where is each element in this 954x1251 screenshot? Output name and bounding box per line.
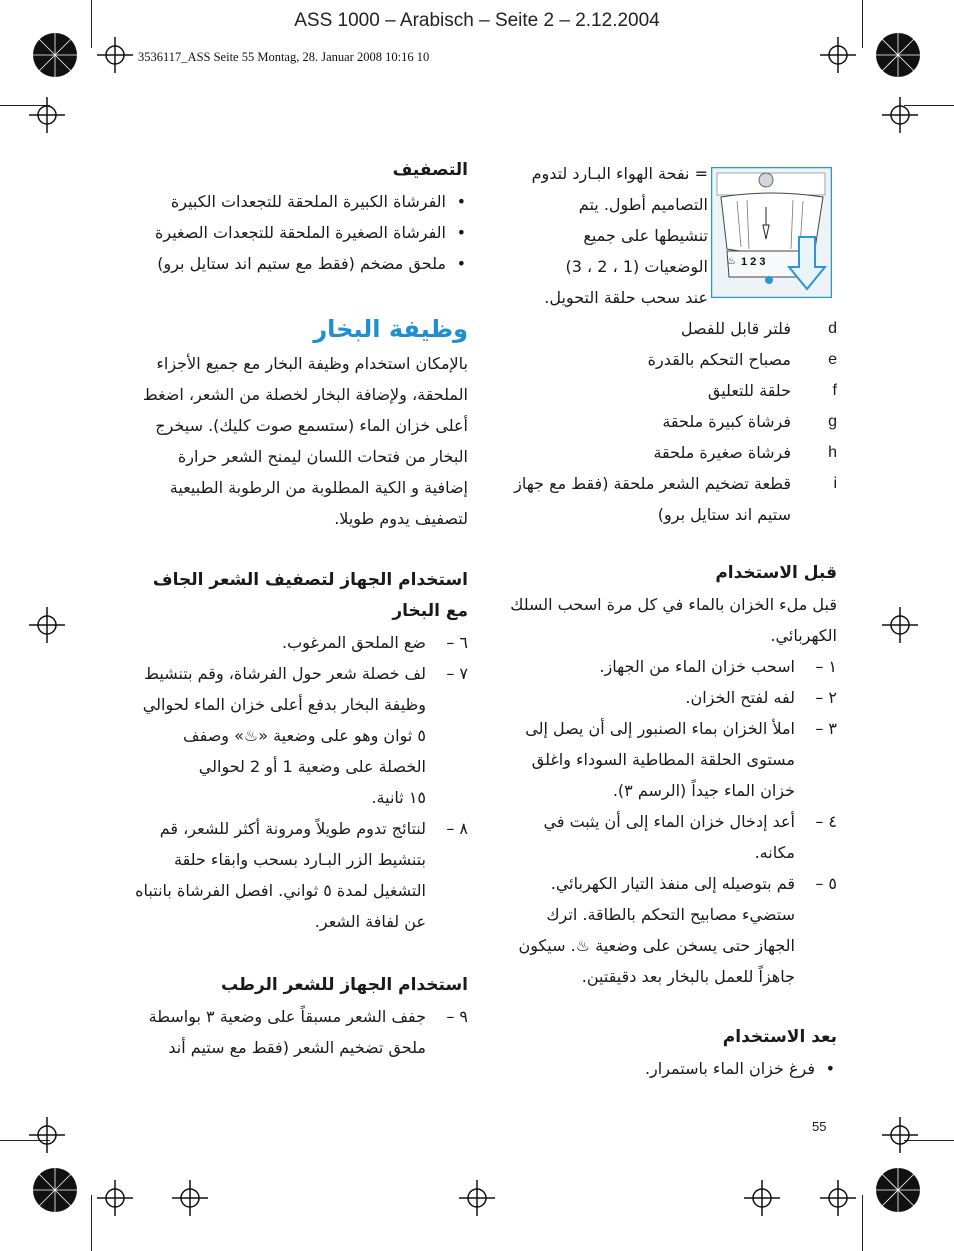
part-letter: h xyxy=(828,444,837,461)
part-letter: e xyxy=(828,351,837,368)
step-number: ٩ – xyxy=(446,1007,468,1026)
cool-air-dial-illustration xyxy=(711,167,832,298)
step-line: ستضيء مصابيح التحكم بالطاقة. اترك xyxy=(546,905,795,924)
cleaning-item: • الفرشاة الكبيرة الملحقة للتجعدات الكبيرة xyxy=(118,186,468,217)
wet-styling-heading: استخدام الجهاز للشعر الرطب xyxy=(220,975,468,995)
cool-air-line: الوضعيات (1 ، 2 ، 3) xyxy=(565,257,708,276)
steam-line: لتصفيف يدوم طويلا. xyxy=(334,509,468,528)
step-line: بتنشيط الزر البـارد بسحب وابقاء حلقة xyxy=(173,850,426,869)
step-line: جاهزاً للعمل بالبخار بعد دقيقتين. xyxy=(581,967,795,986)
dry-styling-heading: استخدام الجهاز لتصفيف الشعر الجاف xyxy=(152,570,468,590)
step-line: الجهاز حتى يسخن على وضعية ♨. سيكون xyxy=(518,936,795,955)
dry-styling-step xyxy=(118,627,468,658)
part-item xyxy=(505,375,837,406)
step-line: عن لفافة الشعر. xyxy=(314,912,426,931)
part-item xyxy=(505,313,837,344)
part-text: حلقة للتعليق xyxy=(707,381,791,400)
before-use-intro-line: قبل ملء الخزان بالماء في كل مرة اسحب السلك xyxy=(510,595,837,614)
step-number: ٤ – xyxy=(815,812,837,831)
after-use-item: • فرغ خزان الماء باستمرار. xyxy=(600,1053,837,1084)
before-use-intro-line: الكهربائي. xyxy=(770,626,837,645)
steam-line: بالإمكان استخدام وظيفة البخار مع جميع الأجزاء xyxy=(156,354,468,373)
step-line: وظيفة البخار بدفع أعلى خزان الماء لحوالي xyxy=(142,695,426,714)
cool-air-line: التصاميم أطول. يتم xyxy=(578,195,708,214)
step-line: الخصلة على وضعية 1 أو 2 لحوالي xyxy=(198,757,426,776)
cleaning-heading: التصفيف xyxy=(392,160,468,180)
part-item xyxy=(505,344,837,375)
step-line: خزان الماء جيداً (الرسم ٣). xyxy=(612,781,795,800)
steam-section xyxy=(118,310,468,534)
before-use-step xyxy=(505,682,837,713)
print-info-line: 3536117_ASS Seite 55 Montag, 28. Januar 2008 10:16 10 xyxy=(138,50,430,64)
step-number: ٢ – xyxy=(815,688,837,707)
wet-styling-section xyxy=(118,970,468,1063)
cool-air-description xyxy=(498,158,708,313)
dry-styling-step xyxy=(118,658,468,813)
step-number: ٨ – xyxy=(446,819,468,838)
step-line: لفه لفتح الخزان. xyxy=(685,688,795,707)
step-number: ٧ – xyxy=(446,664,468,683)
page-number: 55 xyxy=(812,1119,827,1134)
after-use-section xyxy=(600,1022,837,1084)
step-number: ٥ – xyxy=(815,874,837,893)
step-line: ملحق تضخيم الشعر (فقط مع ستيم أند xyxy=(168,1038,426,1057)
before-use-step xyxy=(505,806,837,868)
steam-line: إضافية و الكية المطلوبة من الرطوبة الطبيعية xyxy=(169,478,468,497)
part-item xyxy=(505,468,837,499)
cool-air-line: عند سحب حلقة التحويل. xyxy=(544,288,708,307)
dry-styling-section xyxy=(118,565,468,937)
step-line: جفف الشعر مسبقاً على وضعية ٣ بواسطة xyxy=(148,1007,426,1026)
step-line: ضع الملحق المرغوب. xyxy=(282,633,426,652)
part-text: مصباح التحكم بالقدرة xyxy=(647,350,791,369)
part-letter: f xyxy=(832,382,837,399)
part-letter: i xyxy=(833,475,837,492)
step-line: مكانه. xyxy=(754,843,795,862)
after-use-heading: بعد الاستخدام xyxy=(722,1027,837,1047)
parts-list xyxy=(505,313,837,530)
before-use-heading: قبل الاستخدام xyxy=(715,563,837,583)
step-line: مستوى الحلقة المطاطية السوداء واغلق xyxy=(531,750,795,769)
dry-styling-step xyxy=(118,813,468,937)
part-item xyxy=(505,406,837,437)
dial-numbers: 1 2 3 xyxy=(741,256,766,268)
step-line: لف خصلة شعر حول الفرشاة، وقم بتنشيط xyxy=(144,664,426,683)
steam-line: البخار من فتحات اللسان ليمنح الشعر حرارة xyxy=(177,447,468,466)
step-line: اسحب خزان الماء من الجهاز. xyxy=(599,657,795,676)
step-line: املأ الخزان بماء الصنبور إلى أن يصل إلى xyxy=(525,719,795,738)
step-number: ١ – xyxy=(815,657,837,676)
dry-styling-heading: مع البخار xyxy=(392,601,468,621)
step-number: ٣ – xyxy=(815,719,837,738)
cool-air-line: تنشيطها على جميع xyxy=(583,226,708,245)
part-item-continuation: ستيم اند ستايل برو) xyxy=(657,505,791,524)
step-line: لنتائج تدوم طويلاً ومرونة أكثر للشعر، قم xyxy=(159,819,426,838)
step-line: ١٥ ثانية. xyxy=(371,788,426,807)
steam-heading: وظيفة البخار xyxy=(313,315,468,343)
cleaning-item: • ملحق مضخم (فقط مع ستيم اند ستايل برو) xyxy=(118,248,468,279)
wet-styling-step xyxy=(118,1001,468,1063)
part-letter: g xyxy=(828,413,837,430)
part-text: فرشاة كبيرة ملحقة xyxy=(662,412,791,431)
step-line: التشغيل لمدة ٥ ثواني. افصل الفرشاة بانتباه xyxy=(135,881,426,900)
steam-line: أعلى خزان الماء (ستسمع صوت كليك). سيخرج xyxy=(155,416,468,435)
before-use-section xyxy=(505,558,837,992)
svg-text:♨: ♨ xyxy=(727,256,736,267)
part-text: فلتر قابل للفصل xyxy=(680,319,791,338)
cool-air-line: = نفحة الهواء البـارد لتدوم xyxy=(531,164,708,183)
part-text: فرشاة صغيرة ملحقة xyxy=(653,443,791,462)
before-use-step xyxy=(505,868,837,992)
before-use-step xyxy=(505,713,837,806)
part-text: قطعة تضخيم الشعر ملحقة (فقط مع جهاز xyxy=(514,474,791,493)
step-line: قم بتوصيله إلى منفذ التيار الكهربائي. xyxy=(550,874,795,893)
part-letter: d xyxy=(828,320,837,337)
steam-line: الملحقة، ولإضافة البخار لخصلة من الشعر، اضغط xyxy=(142,385,468,404)
cleaning-item: • الفرشاة الصغيرة الملحقة للتجعدات الصغيرة xyxy=(118,217,468,248)
document-header-title: ASS 1000 – Arabisch – Seite 2 – 2.12.2004 xyxy=(294,10,660,31)
cleaning-section xyxy=(118,155,468,279)
step-line: ٥ ثوان وهو على وضعية «♨» وصفف xyxy=(183,726,426,745)
part-item xyxy=(505,437,837,468)
before-use-step xyxy=(505,651,837,682)
step-number: ٦ – xyxy=(446,633,468,652)
step-line: أعد إدخال خزان الماء إلى أن يثبت في xyxy=(543,812,795,831)
